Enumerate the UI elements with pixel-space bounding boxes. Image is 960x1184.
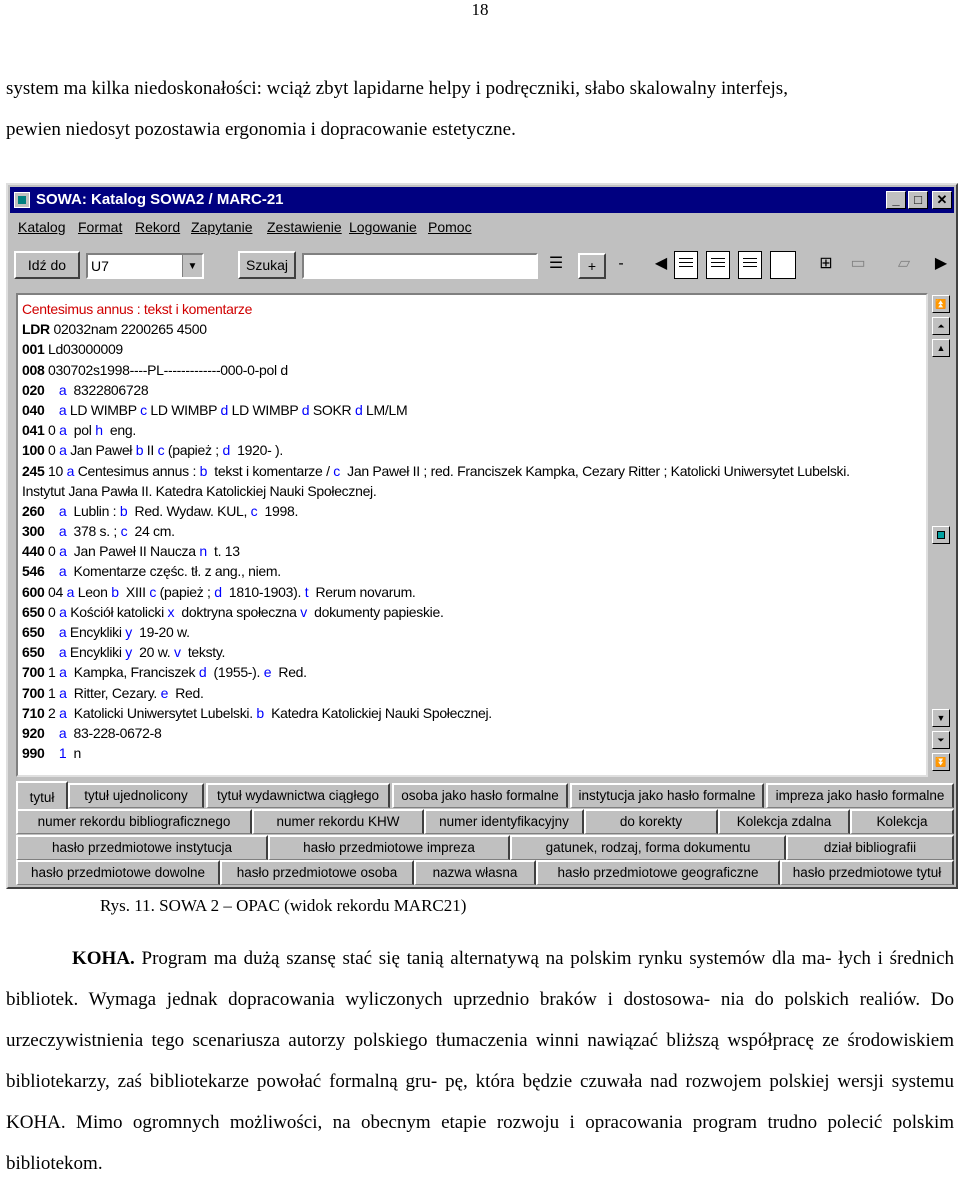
subfield-code: a — [58, 381, 70, 398]
subfield-code: a — [59, 684, 71, 701]
marc-indicators: 2 — [44, 704, 60, 721]
subfield-code: a — [59, 704, 71, 721]
subfield-code: a — [66, 462, 78, 479]
new-record-icon[interactable]: ⊞ — [819, 255, 833, 272]
subfield-code: a — [58, 523, 70, 540]
subfield-value: Red. — [171, 684, 204, 701]
tab-dzial-bibliografii[interactable]: dział bibliografii — [786, 835, 954, 860]
maximize-button[interactable]: □ — [908, 191, 928, 209]
tab-nazwa-wlasna[interactable]: nazwa własna — [414, 860, 536, 885]
marc-tag: 100 — [22, 442, 45, 459]
subfield-code: a — [59, 543, 71, 560]
koha-line: nia do polskich realiów. Do urzeczywistnienia tego scenariusza autorzy polskiego tłumaczenia winni — [6, 989, 955, 1051]
menu-zestawienie[interactable]: Zestawienie — [267, 219, 342, 235]
subfield-code: d — [301, 401, 313, 418]
tab-haslo-przedmiotowe-tytul[interactable]: hasło przedmiotowe tytuł — [780, 860, 954, 885]
marc-tag: 600 — [22, 583, 45, 600]
subfield-value: Ld03000009 — [44, 341, 123, 358]
intro-paragraph — [6, 68, 954, 150]
record-fields — [22, 319, 926, 763]
intro-line: system ma kilka niedoskonałości: wciąż zbyt lapidarne helpy i podręczniki, słabo skalowalny interfejs, — [6, 78, 788, 99]
marc-field — [22, 501, 926, 521]
marc-indicators: 0 — [44, 422, 60, 439]
subfield-code: c — [333, 462, 344, 479]
subfield-code: b — [111, 583, 123, 600]
tab-numer-rekordu-bibliograficznego[interactable]: numer rekordu bibliograficznego — [16, 809, 252, 834]
marc-field — [22, 561, 926, 581]
marc-field — [22, 521, 926, 541]
subfield-value: 20 w. — [135, 644, 174, 661]
marc-indicators: 1 — [44, 664, 60, 681]
menu-bar — [10, 215, 954, 241]
tab-kolekcja[interactable]: Kolekcja — [850, 809, 954, 834]
marc-tag: 300 — [22, 523, 45, 540]
subfield-value: Katolicki Uniwersytet Lubelski. — [70, 704, 257, 721]
tab-osoba-haslo-formalne[interactable]: osoba jako hasło formalne — [392, 783, 568, 808]
marc-field — [22, 420, 926, 440]
vertical-scrollbar[interactable] — [930, 293, 952, 777]
subfield-value: (papież ; — [167, 442, 223, 459]
window-titlebar — [10, 187, 954, 213]
subfield-value: 378 s. ; — [69, 523, 121, 540]
marc-indicators — [44, 503, 58, 519]
tab-do-korekty[interactable]: do korekty — [584, 809, 718, 834]
marc-field — [22, 622, 926, 642]
subfield-code: a — [58, 563, 70, 580]
subfield-code: v — [173, 644, 185, 661]
subfield-code: e — [160, 684, 172, 701]
koha-line: łych i średnich bibliotek. Wymaga jednak dopracowania wyliczonych uprzednio braków i dostosowa- — [6, 948, 955, 1010]
marc-field — [22, 602, 926, 622]
koha-line: Program ma dużą szansę stać się tanią alternatywą na polskim rynku systemów dla ma- — [134, 948, 832, 969]
subfield-code: c — [149, 583, 160, 600]
figure-caption: Rys. 11. SOWA 2 – OPAC (widok rekordu MARC21) — [100, 896, 467, 915]
subfield-value: Instytut Jana Pawła II. Katedra Katolickiej Nauki Społecznej. — [22, 482, 377, 499]
scroll-page-up-icon[interactable]: ⏶ — [932, 317, 950, 335]
marc-tag: 041 — [22, 422, 45, 439]
marc-record-view[interactable] — [16, 293, 928, 777]
subfield-value: Centesimus annus : — [77, 462, 200, 479]
subfield-code: a — [66, 583, 78, 600]
subfield-code: b — [119, 502, 131, 519]
subfield-code: d — [198, 664, 210, 681]
subfield-code: 1 — [58, 745, 70, 762]
menu-zapytanie[interactable]: Zapytanie — [191, 219, 253, 235]
subfield-value: LM/LM — [366, 401, 408, 418]
marc-field — [22, 400, 926, 420]
subfield-value: (1955-). — [209, 664, 264, 681]
subfield-code: d — [354, 401, 367, 418]
plus-button[interactable]: + — [578, 253, 606, 279]
marc-tag: 650 — [22, 644, 45, 661]
tab-haslo-przedmiotowe-dowolne[interactable]: hasło przedmiotowe dowolne — [16, 860, 220, 885]
subfield-code: a — [58, 644, 70, 661]
marc-indicators: 1 — [44, 684, 60, 701]
subfield-value: LD WIMBP — [150, 401, 221, 418]
tab-numer-identyfikacyjny[interactable]: numer identyfikacyjny — [424, 809, 584, 834]
marc-tag: 440 — [22, 543, 45, 560]
app-icon — [14, 192, 30, 208]
goto-button[interactable]: Idź do — [14, 251, 80, 279]
marc-indicators — [44, 402, 58, 418]
subfield-value: Jan Paweł II Naucza — [70, 543, 200, 560]
document-icon[interactable] — [706, 251, 730, 279]
subfield-code: a — [58, 624, 70, 640]
tab-tytul[interactable]: tytuł — [16, 781, 68, 811]
marc-field — [22, 360, 926, 380]
marc-tag: 700 — [22, 664, 45, 681]
subfield-value: XIII — [122, 583, 150, 600]
intro-line: pewien niedosyt pozostawia ergonomia i dopracowanie estetyczne. — [6, 119, 516, 140]
menu-format[interactable]: Format — [78, 219, 123, 235]
search-input[interactable] — [302, 253, 538, 279]
marc-field — [22, 541, 926, 561]
minus-button[interactable]: - — [618, 255, 624, 272]
scroll-down-icon[interactable]: ▼ — [932, 709, 950, 727]
subfield-code: b — [199, 462, 211, 479]
marc-field — [22, 481, 926, 501]
subfield-code: b — [135, 442, 147, 459]
subfield-value: 1920- ). — [233, 442, 283, 459]
goto-record-select[interactable] — [86, 253, 204, 279]
koha-paragraph — [6, 938, 954, 1184]
subfield-value: teksty. — [184, 644, 226, 661]
marc-indicators — [44, 563, 58, 579]
menu-katalog[interactable]: Katalog — [18, 219, 66, 235]
subfield-code: e — [263, 664, 275, 681]
marc-field — [22, 703, 926, 723]
subfield-value: Encykliki — [69, 644, 126, 661]
subfield-value: pol — [70, 422, 96, 439]
marc-indicators: 04 — [44, 583, 67, 600]
tab-haslo-przedmiotowe-osoba[interactable]: hasło przedmiotowe osoba — [220, 860, 414, 885]
marc-tag: 920 — [22, 724, 45, 741]
subfield-value: 1998. — [260, 502, 299, 519]
subfield-value: eng. — [106, 422, 136, 439]
subfield-code: d — [220, 401, 232, 418]
tab-haslo-przedmiotowe-instytucja[interactable]: hasło przedmiotowe instytucja — [16, 835, 268, 860]
subfield-code: a — [59, 422, 71, 439]
subfield-value: Jan Paweł — [70, 442, 136, 459]
subfield-value: dokumenty papieskie. — [310, 603, 444, 620]
subfield-code: x — [167, 603, 178, 620]
koha-line: pę, która będzie czuwała nad rozwojem polskiej wersji systemu KOHA. Mimo ogromnych możliwości, — [6, 1071, 954, 1133]
subfield-code: c — [157, 442, 168, 459]
subfield-value: LD WIMBP — [69, 401, 141, 418]
subfield-value: t. 13 — [210, 543, 240, 560]
tab-impreza-haslo-formalne[interactable]: impreza jako hasło formalne — [766, 783, 954, 808]
marc-tag: 020 — [22, 381, 45, 398]
subfield-code: t — [304, 583, 312, 600]
marc-field — [22, 683, 926, 703]
marc-indicators — [44, 745, 58, 761]
sowa-window — [6, 183, 958, 889]
marc-tag: 001 — [22, 341, 45, 358]
subfield-value: Red. Wydaw. KUL, — [130, 502, 251, 519]
marc-tag: LDR — [22, 321, 50, 338]
koha-heading: KOHA. — [72, 948, 135, 969]
tab-tytul-ujednolicony[interactable]: tytuł ujednolicony — [68, 783, 204, 808]
subfield-code: d — [214, 583, 226, 600]
subfield-value: Komentarze częśc. tł. z ang., niem. — [69, 563, 281, 580]
koha-line: nawiązać bliższą współpracę ze środowiskiem bibliotekarzy, zaś bibliotekarze powołać formalną gru- — [6, 1030, 954, 1092]
prev-arrow-icon[interactable]: ◀ — [654, 255, 668, 272]
tab-haslo-przedmiotowe-impreza[interactable]: hasło przedmiotowe impreza — [268, 835, 510, 860]
copy-record-icon: ▭ — [850, 255, 866, 272]
marc-indicators — [44, 523, 58, 539]
marc-indicators — [44, 382, 58, 398]
subfield-code: c — [250, 502, 261, 519]
window-title: SOWA: Katalog SOWA2 / MARC-21 — [36, 191, 284, 208]
marc-field — [22, 440, 926, 460]
menu-pomoc[interactable]: Pomoc — [428, 219, 472, 235]
subfield-code: a — [58, 502, 70, 519]
subfield-value: Kampka, Franciszek — [70, 664, 199, 681]
marc-field — [22, 743, 926, 763]
subfield-value: 8322806728 — [69, 381, 149, 398]
marc-indicators: 10 — [44, 462, 67, 479]
subfield-code: y — [125, 624, 136, 640]
subfield-value: LD WIMBP — [231, 401, 302, 418]
goto-record-value: U7 — [91, 258, 109, 274]
marc-tag: 990 — [22, 745, 45, 762]
subfield-code: c — [140, 401, 151, 418]
subfield-value: doktryna społeczna — [177, 603, 301, 620]
document-list-icon[interactable] — [738, 251, 762, 279]
tab-haslo-przedmiotowe-geograficzne[interactable]: hasło przedmiotowe geograficzne — [536, 860, 780, 885]
subfield-value: 02032nam 2200265 4500 — [49, 321, 207, 338]
marc-field — [22, 339, 926, 359]
marc-field — [22, 582, 926, 602]
marc-tag: 650 — [22, 603, 45, 620]
subfield-value: Red. — [274, 664, 307, 681]
subfield-value: 19-20 w. — [135, 624, 190, 640]
subfield-value: (papież ; — [159, 583, 215, 600]
subfield-code: a — [58, 724, 70, 741]
tab-gatunek-rodzaj-forma[interactable]: gatunek, rodzaj, forma dokumentu — [510, 835, 786, 860]
subfield-code: n — [199, 543, 211, 560]
subfield-code: d — [222, 442, 234, 459]
marc-tag: 710 — [22, 704, 45, 721]
subfield-value: 1810-1903). — [225, 583, 305, 600]
subfield-code: a — [59, 442, 71, 459]
marc-indicators: 0 — [44, 603, 60, 620]
subfield-value: Lublin : — [69, 502, 120, 519]
marc-tag: 700 — [22, 684, 45, 701]
subfield-value: Jan Paweł II ; red. Franciszek Kampka, Cezary Ritter ; Katolicki Uniwersytet Lubelski. — [343, 462, 850, 479]
scroll-thumb[interactable] — [932, 526, 950, 544]
subfield-value: 24 cm. — [130, 523, 175, 540]
subfield-value: tekst i komentarze / — [210, 462, 334, 479]
subfield-code: c — [120, 523, 131, 540]
tab-instytucja-haslo-formalne[interactable]: instytucja jako hasło formalne — [570, 783, 764, 808]
marc-field — [22, 662, 926, 682]
subfield-code: b — [256, 704, 268, 721]
marc-tag: 040 — [22, 401, 45, 418]
subfield-value: Katedra Katolickiej Nauki Społecznej. — [267, 704, 492, 721]
folder-icon: ▱ — [897, 255, 911, 272]
marc-tag: 245 — [22, 462, 45, 479]
subfield-code: a — [58, 401, 70, 418]
subfield-value: 030702s1998----PL-------------000-0-pol d — [44, 361, 288, 378]
marc-field — [22, 380, 926, 400]
list-icon[interactable]: ☰ — [548, 255, 564, 272]
iso-export-icon[interactable] — [770, 251, 796, 279]
scroll-up-icon[interactable]: ▲ — [932, 339, 950, 357]
subfield-value: Ritter, Cezary. — [70, 684, 161, 701]
menu-logowanie[interactable]: Logowanie — [349, 219, 417, 235]
scroll-page-down-icon[interactable]: ⏷ — [932, 731, 950, 749]
marc-indicators — [44, 644, 58, 660]
subfield-value: n — [69, 745, 81, 762]
subfield-value: SOKR — [312, 401, 355, 418]
close-button[interactable]: ✕ — [932, 191, 952, 209]
koha-line: na obecnym etapie rozwoju i opracowania program trudno polecić polskim bibliotekom. — [6, 1112, 955, 1174]
subfield-value: II — [146, 442, 158, 459]
marc-indicators — [44, 624, 58, 640]
subfield-code: a — [59, 603, 71, 620]
menu-rekord[interactable]: Rekord — [135, 219, 181, 235]
subfield-code: a — [59, 664, 71, 681]
record-card-icon[interactable] — [674, 251, 698, 279]
subfield-value: Rerum novarum. — [311, 583, 416, 600]
scroll-last-icon[interactable]: ⏬ — [932, 753, 950, 771]
subfield-value: Leon — [77, 583, 112, 600]
tab-kolekcja-zdalna[interactable]: Kolekcja zdalna — [718, 809, 850, 834]
minimize-button[interactable]: _ — [886, 191, 906, 209]
marc-field — [22, 319, 926, 339]
marc-field — [22, 461, 926, 481]
scroll-first-icon[interactable]: ⏫ — [932, 295, 950, 313]
toolbar — [10, 245, 954, 285]
subfield-code: h — [95, 422, 107, 439]
marc-field — [22, 723, 926, 743]
next-arrow-icon[interactable]: ▶ — [934, 255, 948, 272]
record-title: Centesimus annus : tekst i komentarze — [22, 301, 253, 317]
marc-indicators — [44, 725, 58, 741]
tab-numer-rekordu-khw[interactable]: numer rekordu KHW — [252, 809, 424, 834]
subfield-value: Encykliki — [69, 624, 126, 640]
tab-tytul-wydawnictwa-ciaglego[interactable]: tytuł wydawnictwa ciągłego — [206, 783, 390, 808]
chevron-down-icon[interactable]: ▼ — [182, 255, 202, 277]
marc-indicators: 0 — [44, 442, 60, 459]
marc-tag: 008 — [22, 361, 45, 378]
search-button[interactable]: Szukaj — [238, 251, 296, 279]
search-index-tabs — [12, 781, 956, 885]
subfield-code: v — [300, 603, 311, 620]
marc-tag: 260 — [22, 502, 45, 519]
page-number: 18 — [471, 0, 489, 19]
subfield-code: y — [125, 644, 136, 661]
subfield-value: Kościół katolicki — [70, 603, 168, 620]
subfield-value: 83-228-0672-8 — [69, 724, 162, 741]
marc-indicators: 0 — [44, 543, 60, 560]
marc-tag: 650 — [22, 624, 45, 640]
marc-tag: 546 — [22, 563, 45, 580]
marc-field — [22, 642, 926, 662]
